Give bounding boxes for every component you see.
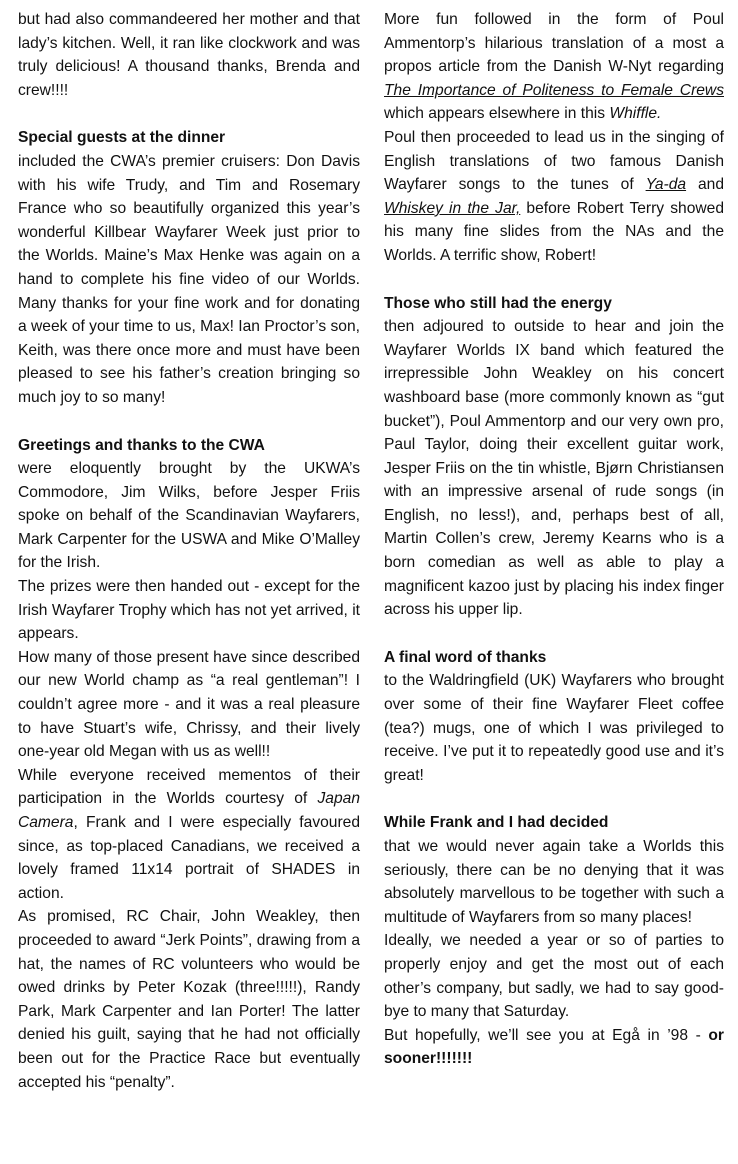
article-title-underlined: The Importance of Politeness to Female Crews <box>384 81 724 99</box>
paragraph-final-word: to the Waldringfield (UK) Wayfarers who brought over some of their fine Wayfarer Fleet coffee (tea?) mugs, one of which I was privileged to receive. I’ve put it to repeatedly good use and it’s great! <box>384 672 724 784</box>
heading-special-guests: Special guests at the dinner <box>18 129 226 147</box>
song-ya-da: Ya-da <box>645 176 687 194</box>
paragraph-world-champ: How many of those present have since described our new World champ as “a real gentleman”! I couldn’t agree more - and it was a real pleasure to have Stuart’s wife, Chrissy, and their lively one-year old Megan with us as well!! <box>18 648 360 761</box>
heading-decided: While Frank and I had decided <box>384 814 609 832</box>
songs-text-c: before Robert Terry showed his many fine slides from the NAs and the Worlds. A terrific show, Robert! <box>384 199 724 264</box>
paragraph-ideally: Ideally, we needed a year or so of parties to properly enjoy and get the most out of each other’s company, but sadly, we had to say good-bye to many that Saturday. <box>384 932 724 1021</box>
paragraph-egaa <box>384 1024 724 1071</box>
paragraph-special-guests: included the CWA’s premier cruisers: Don Davis with his wife Trudy, and Tim and Rosemary France who so beautifully organized this year’s wonderful Killbear Wayfarer Week just prior to the Worlds. Maine’s Max Henke was again on a hand to complete his fine video of our Worlds. Many thanks for your fine work and for donating a week of your time to us, Max! Ian Proctor’s son, Keith, was there once more and must have been pleased to see his father’s creation bringing so much joy to so many! <box>18 152 360 406</box>
mementos-text-b: , Frank and I were especially favoured since, as top-placed Canadians, we received a lovely framed 11x14 portrait of SHADES in action. <box>18 814 360 902</box>
paragraph-mementos <box>18 764 360 906</box>
song-whiskey-in-the-jar: Whiskey in the Jar, <box>384 199 521 217</box>
whiffle-italic: Whiffle. <box>609 105 662 123</box>
right-column <box>384 8 724 1094</box>
two-column-layout <box>18 8 724 1094</box>
paragraph-songs <box>384 126 724 268</box>
paragraph-translation <box>384 8 724 126</box>
japan-camera-italic: Japan Camera <box>18 790 360 831</box>
heading-greetings: Greetings and thanks to the CWA <box>18 436 265 454</box>
left-column <box>18 8 360 1094</box>
paragraph-prizes: The prizes were then handed out - except for the Irish Wayfarer Trophy which has not yet arrived, it appears. <box>18 578 360 643</box>
songs-text-b: and <box>686 176 724 194</box>
songs-text-a: Poul then proceeded to lead us in the singing of English translations of two famous Danish Wayfarer songs to the tunes of <box>384 128 724 194</box>
paragraph-greetings: were eloquently brought by the UKWA’s Commodore, Jim Wilks, before Jesper Friis spoke on behalf of the Scandinavian Wayfarers, Mark Carpenter for the USWA and Mike O’Malley for the Irish. <box>18 460 360 572</box>
mementos-text-a: While everyone received mementos of their participation in the Worlds courtesy of <box>18 766 360 808</box>
egaa-text-a: But hopefully, we’ll see you at Egå in ’98 - <box>384 1026 709 1044</box>
or-sooner-bold: or sooner!!!!!!! <box>384 1026 724 1068</box>
translation-text-b: which appears elsewhere in this <box>384 105 610 123</box>
paragraph-energy: then adjoured to outside to hear and join the Wayfarer Worlds IX band which featured the irrepressible John Weakley on his concert washboard base (more commonly known as “gut bucket”), Poul Ammentorp and our very own pro, Paul Taylor, doing their excellent guitar work, Jesper Friis on the tin whistle, Bjørn Christiansen with an impressive arsenal of rude songs (in English, no less!), and, perhaps best of all, Martin Collen’s crew, Jeremy Kearns who is a born comedian as well as able to play a magnificent kazoo just by placing his index finger across his upper lip. <box>384 318 724 619</box>
paragraph-decided: that we would never again take a Worlds this seriously, there can be no denying that it was absolutely marvellous to be together with such a multitude of Wayfarers from so many places! <box>384 838 724 926</box>
heading-final-word: A final word of thanks <box>384 648 547 666</box>
paragraph-kitchen: but had also commandeered her mother and that lady’s kitchen. Well, it ran like clockwork and was truly delicious! A thousand thanks, Brenda and crew!!!! <box>18 11 360 99</box>
paragraph-jerk-points: As promised, RC Chair, John Weakley, then proceeded to award “Jerk Points”, drawing from a hat, the names of RC volunteers who would be owed drinks by Peter Kozak (three!!!!!), Randy Park, Mark Carpenter and Ian Porter! The latter denied his guilt, saying that he had not officially been out for the Practice Race but eventually accepted his “penalty”. <box>18 908 360 1091</box>
translation-text-a: More fun followed in the form of Poul Ammentorp’s hilarious translation of a most a propos article from the Danish W-Nyt regarding <box>384 11 724 76</box>
heading-energy: Those who still had the energy <box>384 294 612 312</box>
